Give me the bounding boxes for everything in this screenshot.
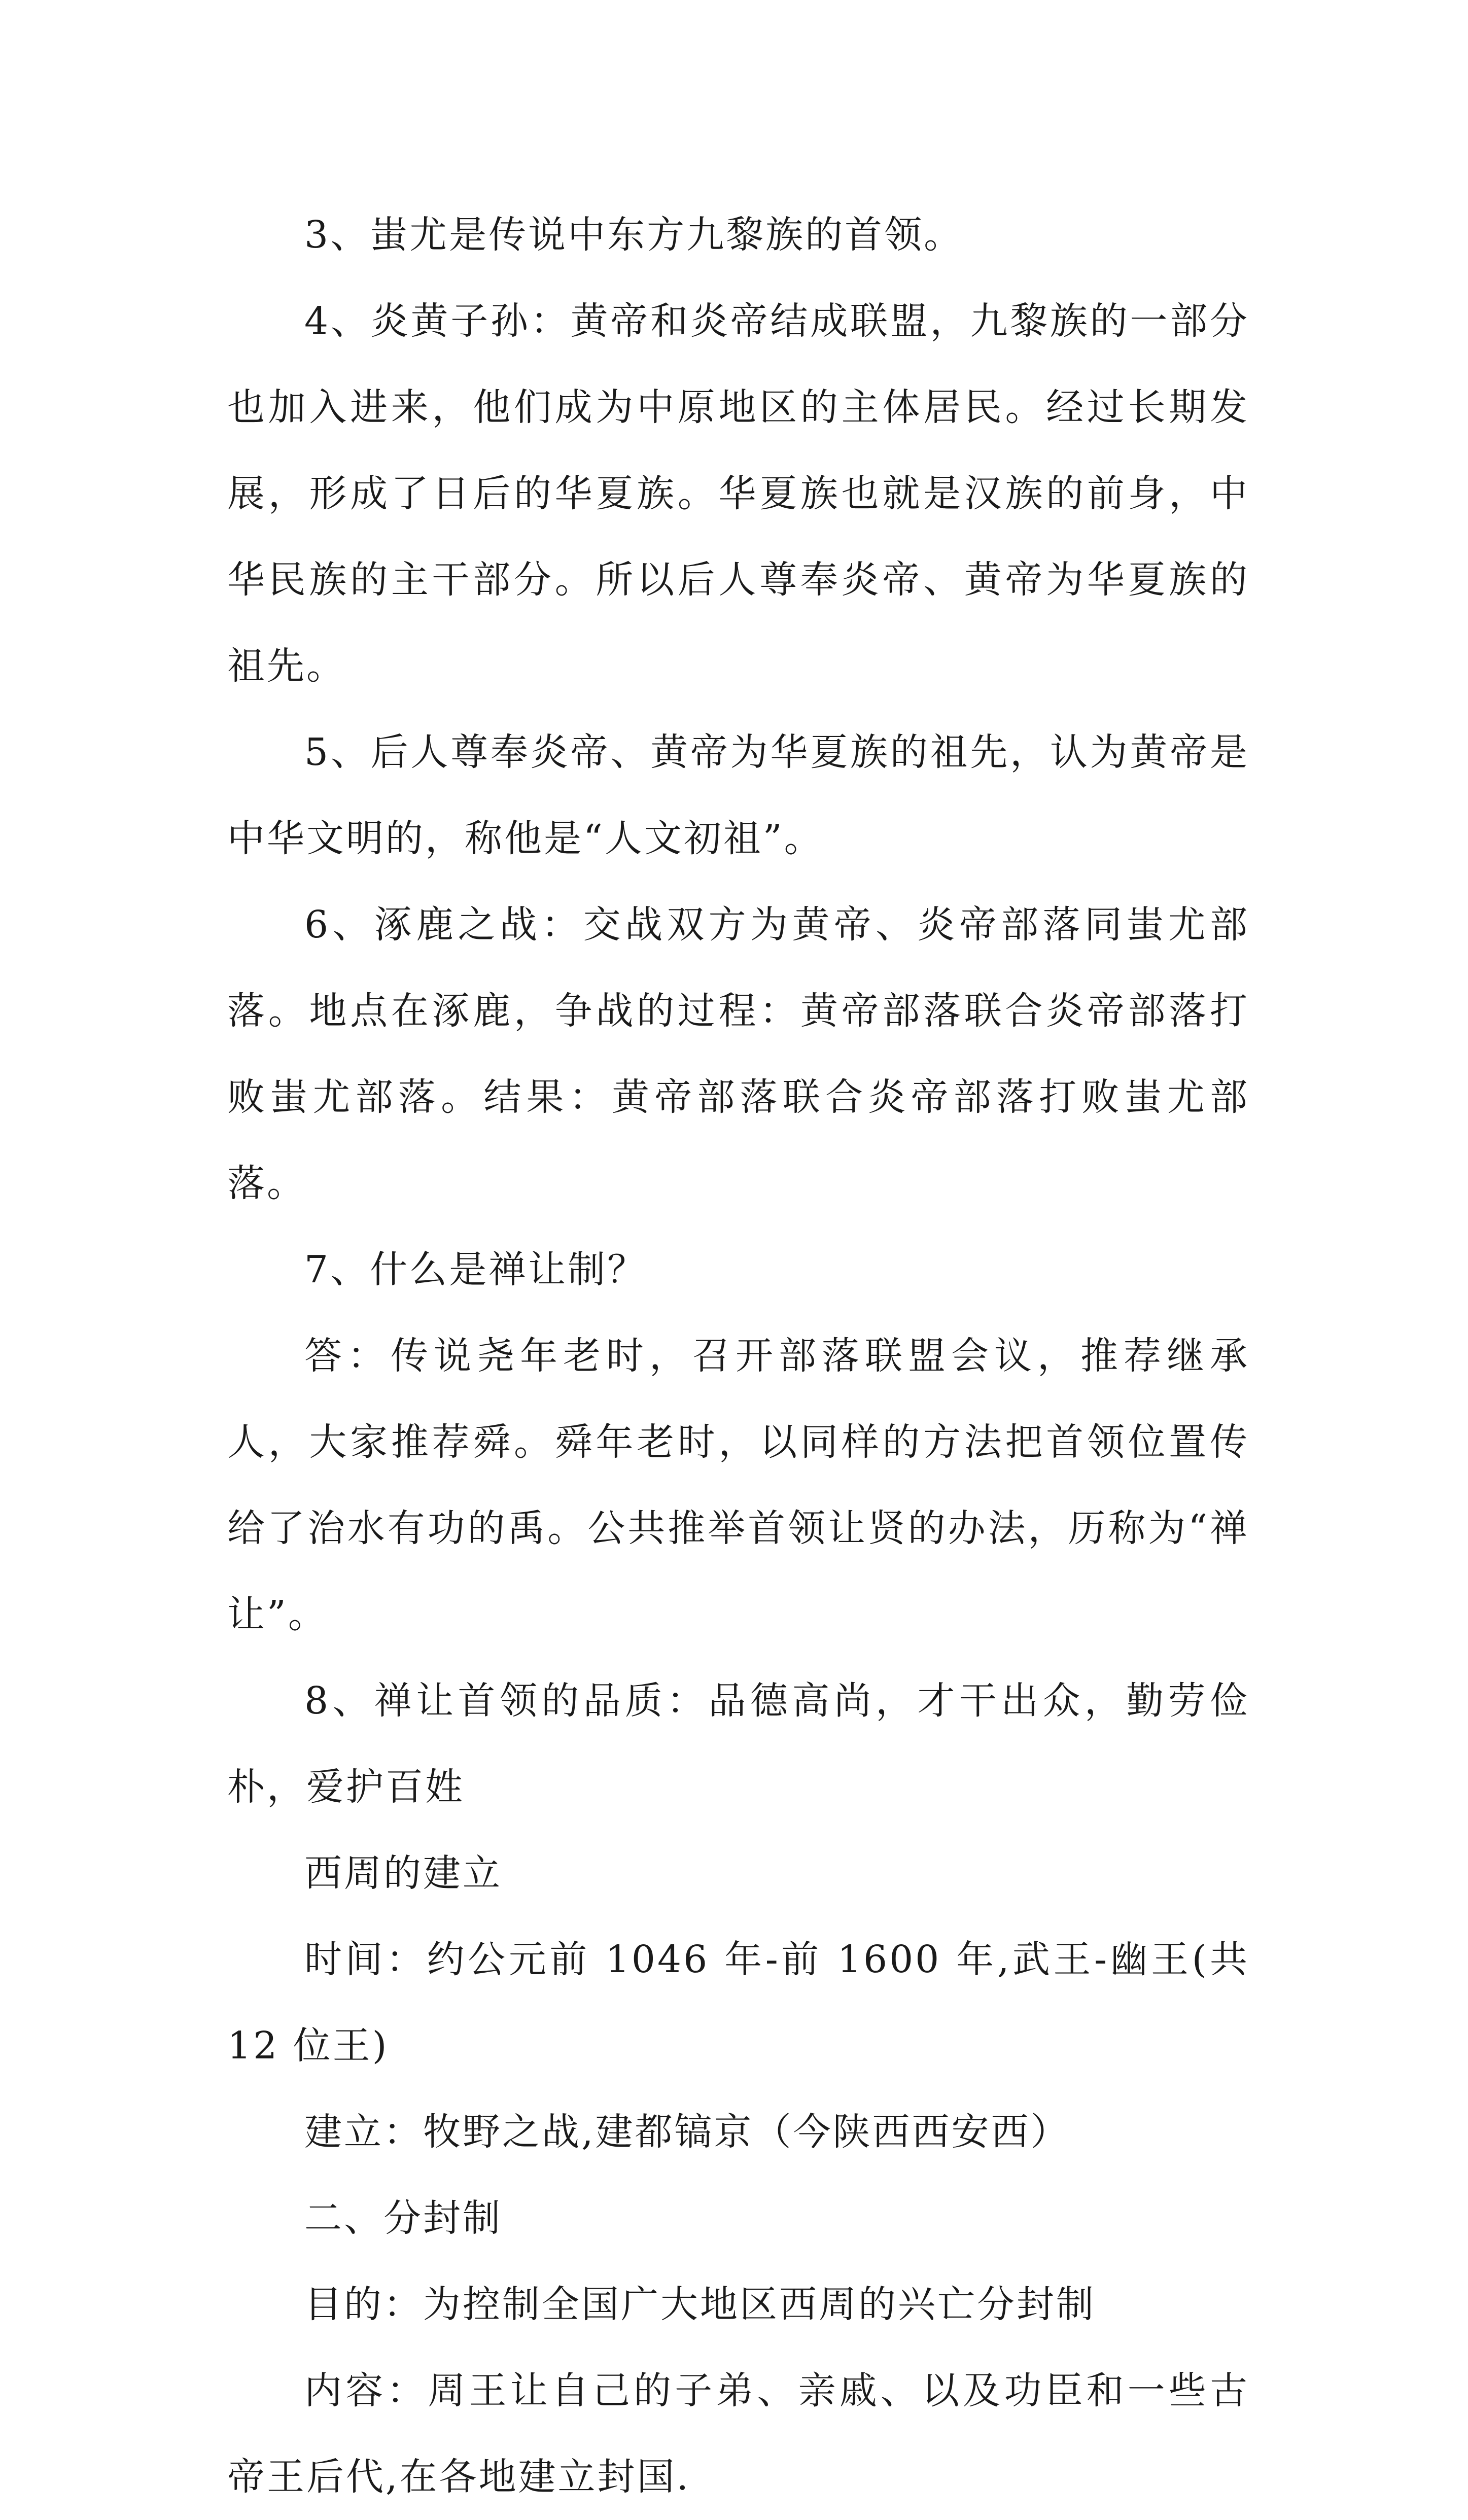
paragraph-yanhuang-descendants: 4、炎黄子孙：黄帝和炎帝结成联盟，九黎族的一部分也加入进来，他们成为中原地区的主体居民。经过长期发展，形成了日后的华夏族。华夏族也就是汉族的前身，中华民族的主干部分。所以后人尊奉炎帝、黄帝为华夏族的祖先。 <box>227 299 1249 688</box>
document-body <box>227 192 1249 2520</box>
paragraph-shanrang-answer: 答：传说尧年老时，召开部落联盟会议，推荐继承人，大家推荐舜。舜年老时，以同样的方法把首领位置传给了治水有功的禹。公共推举首领让贤的办法，历称为“禅让”。 <box>227 1334 1249 1636</box>
paragraph-purpose: 目的：为控制全国广大地区西周的兴亡分封制 <box>304 2283 1096 2326</box>
paragraph-zhuolu-battle: 6、涿鹿之战：交战双方为黄帝、炎帝部落同蚩尤部落。地点在涿鹿，争战的过程：黄帝部落联合炎帝部落打败蚩尤部落。结果：黄帝部落联合炎帝部落打败蚩尤部落。 <box>227 903 1249 1205</box>
paragraph-time: 时间：约公元前 1046 年-前 1600 年,武王-幽王(共 12 位王) <box>227 1938 1249 2068</box>
section-heading-western-zhou: 西周的建立 <box>304 1851 502 1895</box>
paragraph-content: 内容：周王让自己的子弟、亲戚、以及功臣和一些古帝王后代,在各地建立封国. <box>227 2369 1249 2499</box>
paragraph-leader-qualities: 8、禅让首领的品质：品德高尚，才干出众，勤劳俭朴，爱护百姓 <box>227 1679 1249 1809</box>
paragraph-huangdi-ancestor: 5、后人尊奉炎帝、黄帝为华夏族的祖先，认为黄帝是中华文明的，称他是“人文初祖”。 <box>227 730 1249 860</box>
section-heading-enfeoffment: 二、分封制 <box>304 2196 502 2240</box>
paragraph-shanrang-question: 7、什么是禅让制？ <box>304 1248 647 1291</box>
paragraph-establishment: 建立：牧野之战,建都镐京（今陕西西安西） <box>304 2110 1070 2154</box>
paragraph-chiyou: 3、蚩尤是传说中东方九黎族的首领。 <box>304 213 964 257</box>
